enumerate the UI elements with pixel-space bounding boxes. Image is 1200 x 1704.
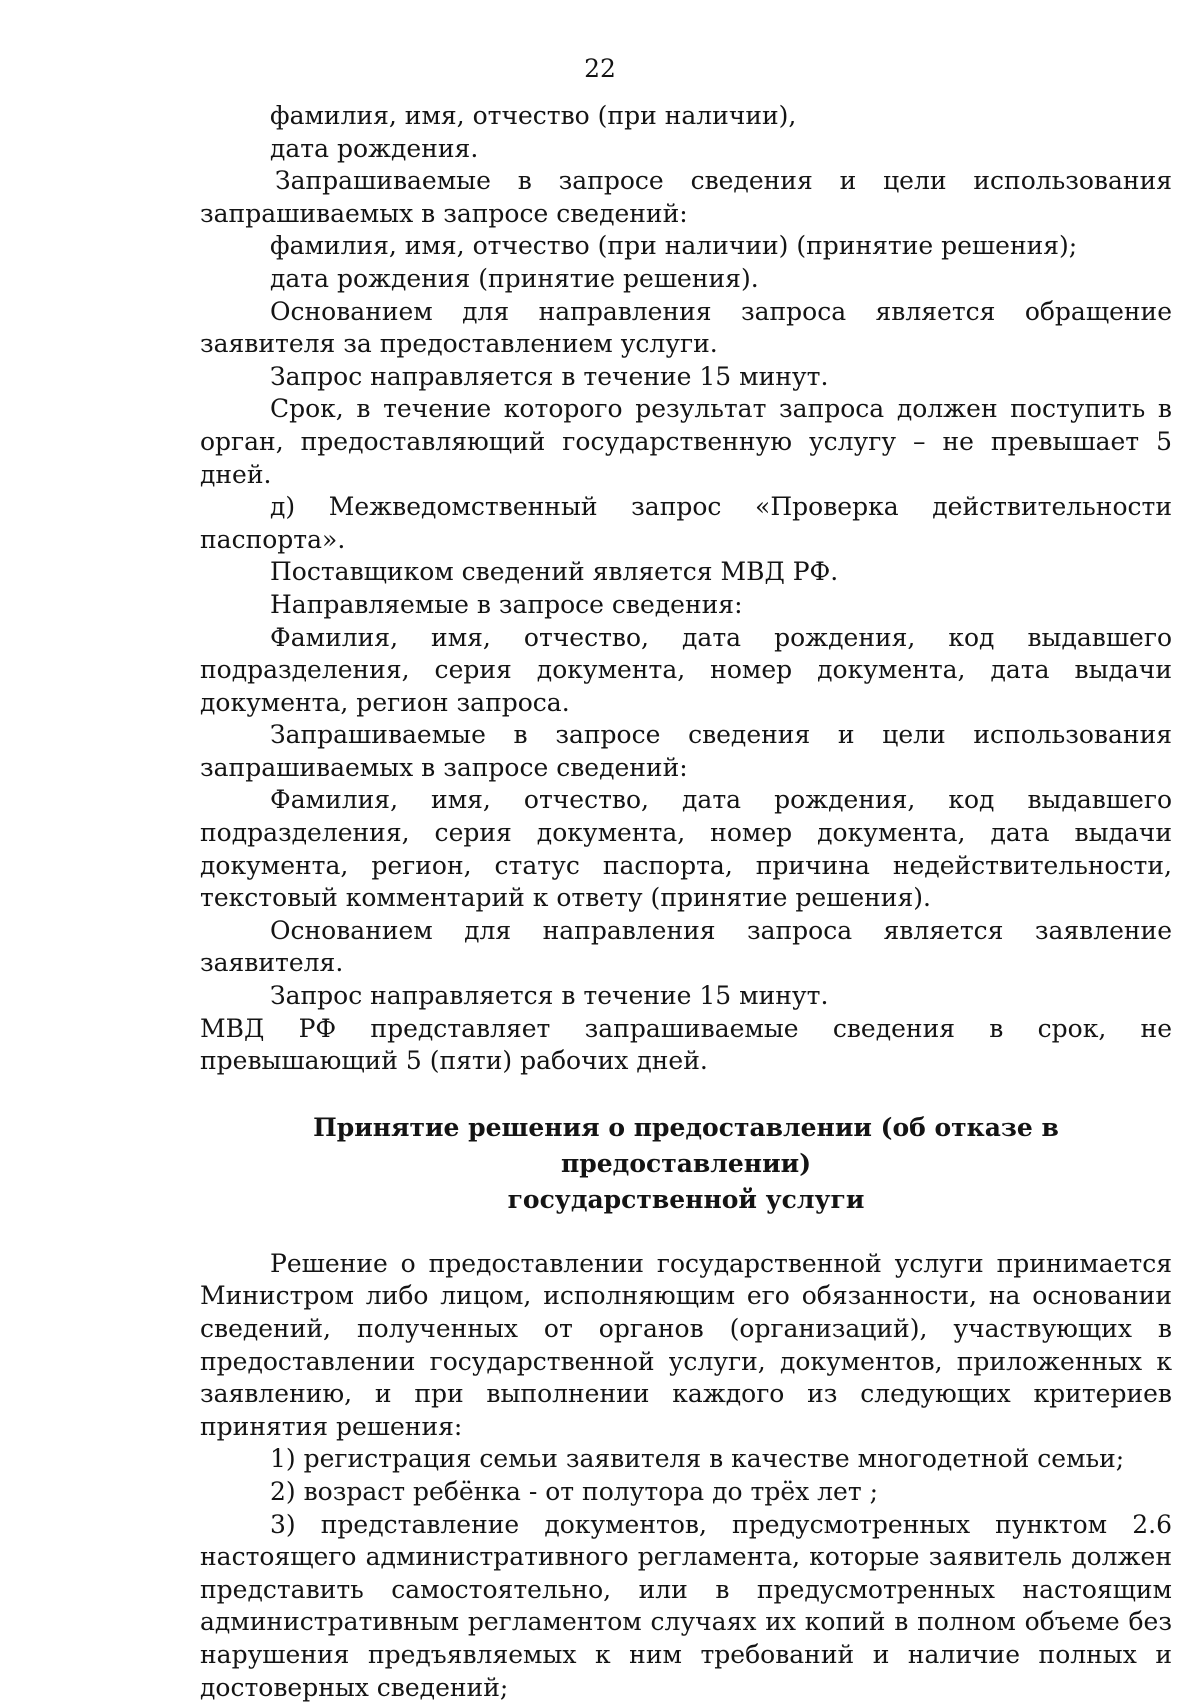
section-heading — [200, 1110, 1172, 1218]
paragraph: МВД РФ представляет запрашиваемые сведения в срок, не превышающий 5 (пяти) рабочих дней. — [200, 1013, 1172, 1076]
paragraph: д) Межведомственный запрос «Проверка действительности паспорта». — [200, 492, 1172, 554]
paragraph: Поставщиком сведений является МВД РФ. — [270, 557, 839, 587]
paragraph: Основанием для направления запроса является обращение заявителя за предоставлением услуги. — [200, 296, 1172, 359]
list-item: 2) возраст ребёнка - от полутора до трёх лет ; — [270, 1476, 879, 1506]
list-item: 1) регистрация семьи заявителя в качестве многодетной семьи; — [270, 1444, 1125, 1474]
paragraph: Фамилия, имя, отчество, дата рождения, код выдавшего подразделения, серия документа, номер документа, дата выдачи документа, регион запроса. — [200, 622, 1172, 717]
paragraph: Запрос направляется в течение 15 минут. — [270, 981, 829, 1011]
paragraph: фамилия, имя, отчество (при наличии), — [270, 101, 797, 130]
paragraph: Запрашиваемые в запросе сведения и цели использования запрашиваемых в запросе сведений: — [200, 166, 1172, 228]
paragraph: Решение о предоставлении государственной услуги принимается Министром либо лицом, исполняющим его обязанности, на основании сведений, полученных от органов (организаций), участвующих в предоставлении государственной услуги, документов, приложенных к заявлению, и при выполнении каждого из следующих критериев принятия решения: — [200, 1248, 1172, 1441]
section-heading-line: Принятие решения о предоставлении (об отказе в предоставлении) — [313, 1112, 1059, 1178]
page-number: 22 — [584, 54, 616, 83]
list-item: 3) представление документов, предусмотренных пунктом 2.6 настоящего административного регламента, которые заявитель должен представить самостоятельно, или в предусмотренных настоящим административным регламентом случаях их копий в полном объеме без нарушения предъявляемых к ним требований и наличие полных и достоверных сведений; — [200, 1509, 1172, 1702]
paragraph: Запрос направляется в течение 15 минут. — [270, 361, 829, 391]
paragraph: фамилия, имя, отчество (при наличии) (принятие решения); — [270, 231, 1078, 261]
paragraph: дата рождения (принятие решения). — [270, 263, 759, 293]
section-heading-line: государственной услуги — [507, 1184, 865, 1214]
paragraph: Срок, в течение которого результат запроса должен поступить в орган, предоставляющий государственную услугу – не превышает 5 дней. — [200, 394, 1172, 489]
paragraph: Фамилия, имя, отчество, дата рождения, код выдавшего подразделения, серия документа, номер документа, дата выдачи документа, регион, статус паспорта, причина недействительности, текстовый комментарий к ответу (принятие решения). — [200, 785, 1172, 913]
paragraph: Запрашиваемые в запросе сведения и цели использования запрашиваемых в запросе сведений: — [200, 720, 1172, 782]
paragraph: Направляемые в запросе сведения: — [270, 589, 743, 619]
document-body — [200, 100, 1172, 1704]
paragraph: Основанием для направления запроса является заявление заявителя. — [200, 915, 1172, 978]
paragraph: дата рождения. — [270, 133, 479, 163]
